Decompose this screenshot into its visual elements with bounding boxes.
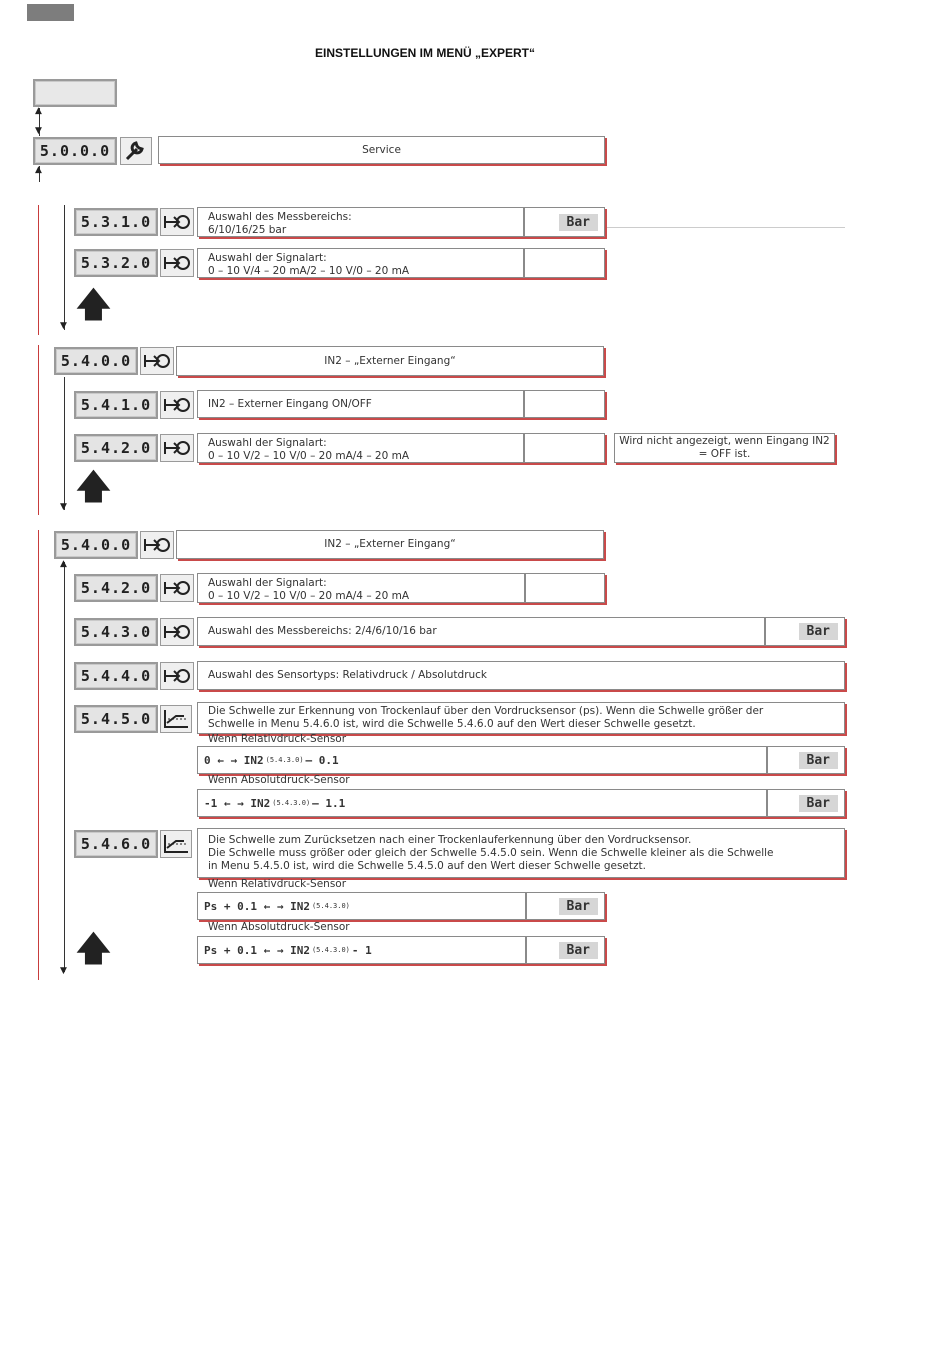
value-field[interactable] [524,390,605,418]
back-up-arrow-icon[interactable]: 🡅 [76,285,111,325]
label-line-1: Die Schwelle zum Zurücksetzen nach einer Trockenlauferkennung über den Vordrucksensor. [208,834,692,846]
menu-code-5000[interactable]: 5.0.0.0 [33,137,117,165]
formula-text: -1 ← → IN2 [204,796,271,810]
unit-field[interactable] [524,207,605,237]
wrench-icon[interactable] [120,137,152,165]
menu-code-5420[interactable]: 5.4.2.0 [74,574,158,602]
unit-bar: Bar [799,623,838,640]
unit-bar: Bar [559,898,598,915]
section-line [64,562,65,972]
menu-code-5320[interactable]: 5.3.2.0 [74,249,158,277]
relativ-sensor-label: Wenn Relativdruck-Sensor [208,733,347,745]
page-title: EINSTELLUNGEN IM MENÜ „EXPERT“ [314,46,535,60]
label-line-2: Die Schwelle muss größer oder gleich der Schwelle 5.4.5.0 sein. Wenn die Schwelle kleiner als die Schwelle [208,847,774,859]
page-tab-marker [27,4,74,21]
menu-code-5400[interactable]: 5.4.0.0 [54,531,138,559]
formula-text: – 1.1 [312,796,346,810]
threshold-icon [160,705,192,733]
arrow-down-icon: ▼ [35,126,42,136]
separator-line [605,227,845,228]
unit-field[interactable] [767,789,845,817]
signalart-label-box [197,248,524,278]
formula-subscript: (5.4.3.0) [311,945,350,954]
formula-subscript: (5.4.3.0) [272,798,311,807]
unit-bar: Bar [559,942,598,959]
label-line-1: Auswahl der Signalart: [208,577,327,589]
section-line [38,530,39,980]
menu-code-5310[interactable]: 5.3.1.0 [74,208,158,236]
absolut-reset-field[interactable] [197,936,526,964]
sensor-input-icon [140,531,174,559]
in2-label-box [176,346,604,376]
arrow-up-icon: ▲ [60,559,67,569]
arrow-down-icon: ▼ [60,502,67,512]
value-field[interactable] [524,248,605,278]
blank-display [33,79,117,107]
section-line [38,345,39,515]
label-line-2: 6/10/16/25 bar [208,224,287,236]
in2-label: IN2 – „Externer Eingang“ [324,354,456,367]
relativ-threshold-field[interactable] [197,746,767,774]
menu-code-5430[interactable]: 5.4.3.0 [74,618,158,646]
sensor-input-icon [160,249,194,277]
arrow-up-icon: ▲ [35,165,42,175]
menu-code-5400[interactable]: 5.4.0.0 [54,347,138,375]
service-label-box [158,136,605,164]
label-line-2: 0 – 10 V/2 – 10 V/0 – 20 mA/4 – 20 mA [208,590,410,602]
unit-field[interactable] [767,746,845,774]
arrow-up-icon: ▲ [35,106,42,116]
messbereich-label: Auswahl des Messbereichs: 2/4/6/10/16 bar [208,625,437,637]
arrow-down-icon: ▼ [60,966,67,976]
sensortyp-label: Auswahl des Sensortyps: Relativdruck / Absolutdruck [208,669,488,681]
in2-onoff-label-box [197,390,524,418]
formula-text: Ps + 0.1 ← → IN2 [204,899,310,913]
formula-text: - 1 [351,943,372,957]
formula-text: 0 ← → IN2 [204,753,264,767]
messbereich-label-box [197,207,524,237]
relativ-sensor-label: Wenn Relativdruck-Sensor [208,878,347,890]
unit-bar: Bar [799,752,838,769]
sensortyp-label-box [197,661,845,690]
label-line-1: Die Schwelle zur Erkennung von Trockenlauf über den Vordrucksensor (ps). Wenn die Schwelle größer der [208,705,764,717]
formula-subscript: (5.4.3.0) [311,901,350,910]
sensor-input-icon [160,208,194,236]
note-line-2: = OFF ist. [698,448,751,460]
menu-code-5410[interactable]: 5.4.1.0 [74,391,158,419]
sensor-input-icon [160,391,194,419]
value-field[interactable] [525,573,605,603]
sensor-input-icon [140,347,174,375]
label-line-2: 0 – 10 V/4 – 20 mA/2 – 10 V/0 – 20 mA [208,265,410,277]
section-line [64,377,65,510]
label-line-1: Auswahl des Messbereichs: [208,211,352,223]
section-line [38,205,39,335]
back-up-arrow-icon[interactable]: 🡅 [76,929,111,969]
sensor-input-icon [160,574,194,602]
in2-label: IN2 – „Externer Eingang“ [324,538,456,550]
in2-onoff-label: IN2 – Externer Eingang ON/OFF [208,397,372,410]
absolut-sensor-label: Wenn Absolutdruck-Sensor [208,921,350,933]
label-line-2: 0 – 10 V/2 – 10 V/0 – 20 mA/4 – 20 mA [208,450,410,462]
unit-bar: Bar [799,795,838,812]
absolut-sensor-label: Wenn Absolutdruck-Sensor [208,774,350,786]
unit-field[interactable] [526,936,605,964]
note-line-1: Wird nicht angezeigt, wenn Eingang IN2 [619,435,830,447]
back-up-arrow-icon[interactable]: 🡅 [76,467,111,507]
formula-subscript: (5.4.3.0) [265,755,304,764]
sensor-input-icon [160,662,194,690]
absolut-threshold-field[interactable] [197,789,767,817]
service-label: Service [362,143,401,156]
signalart-label-box [197,573,525,603]
signalart-label-box [197,433,524,463]
label-line-2: Schwelle in Menu 5.4.6.0 ist, wird die Schwelle 5.4.6.0 auf den Wert dieser Schwelle gesetzt. [208,718,696,730]
sensor-input-icon [160,618,194,646]
menu-code-5460[interactable]: 5.4.6.0 [74,830,158,858]
unit-field[interactable] [765,617,845,646]
trockenlauf-label-box [197,702,845,734]
formula-text: – 0.1 [305,753,339,767]
label-line-1: Auswahl der Signalart: [208,437,327,449]
note-box [614,433,835,463]
menu-code-5440[interactable]: 5.4.4.0 [74,662,158,690]
formula-text: Ps + 0.1 ← → IN2 [204,943,310,957]
relativ-reset-field[interactable] [197,892,526,920]
reset-label-box [197,828,845,878]
label-line-3: in Menu 5.4.5.0 ist, wird die Schwelle 5.4.5.0 auf den Wert dieser Schwelle gesetzt. [208,860,646,872]
threshold-icon [160,830,192,858]
sensor-input-icon [160,434,194,462]
label-line-1: Auswahl der Signalart: [208,252,327,264]
in2-label-box [176,530,604,559]
arrow-down-icon: ▼ [60,321,67,331]
unit-bar: Bar [559,214,598,231]
messbereich-label-box [197,617,765,646]
value-field[interactable] [524,433,605,463]
section-line [64,205,65,330]
menu-code-5450[interactable]: 5.4.5.0 [74,705,158,733]
unit-field[interactable] [526,892,605,920]
menu-code-5420[interactable]: 5.4.2.0 [74,434,158,462]
